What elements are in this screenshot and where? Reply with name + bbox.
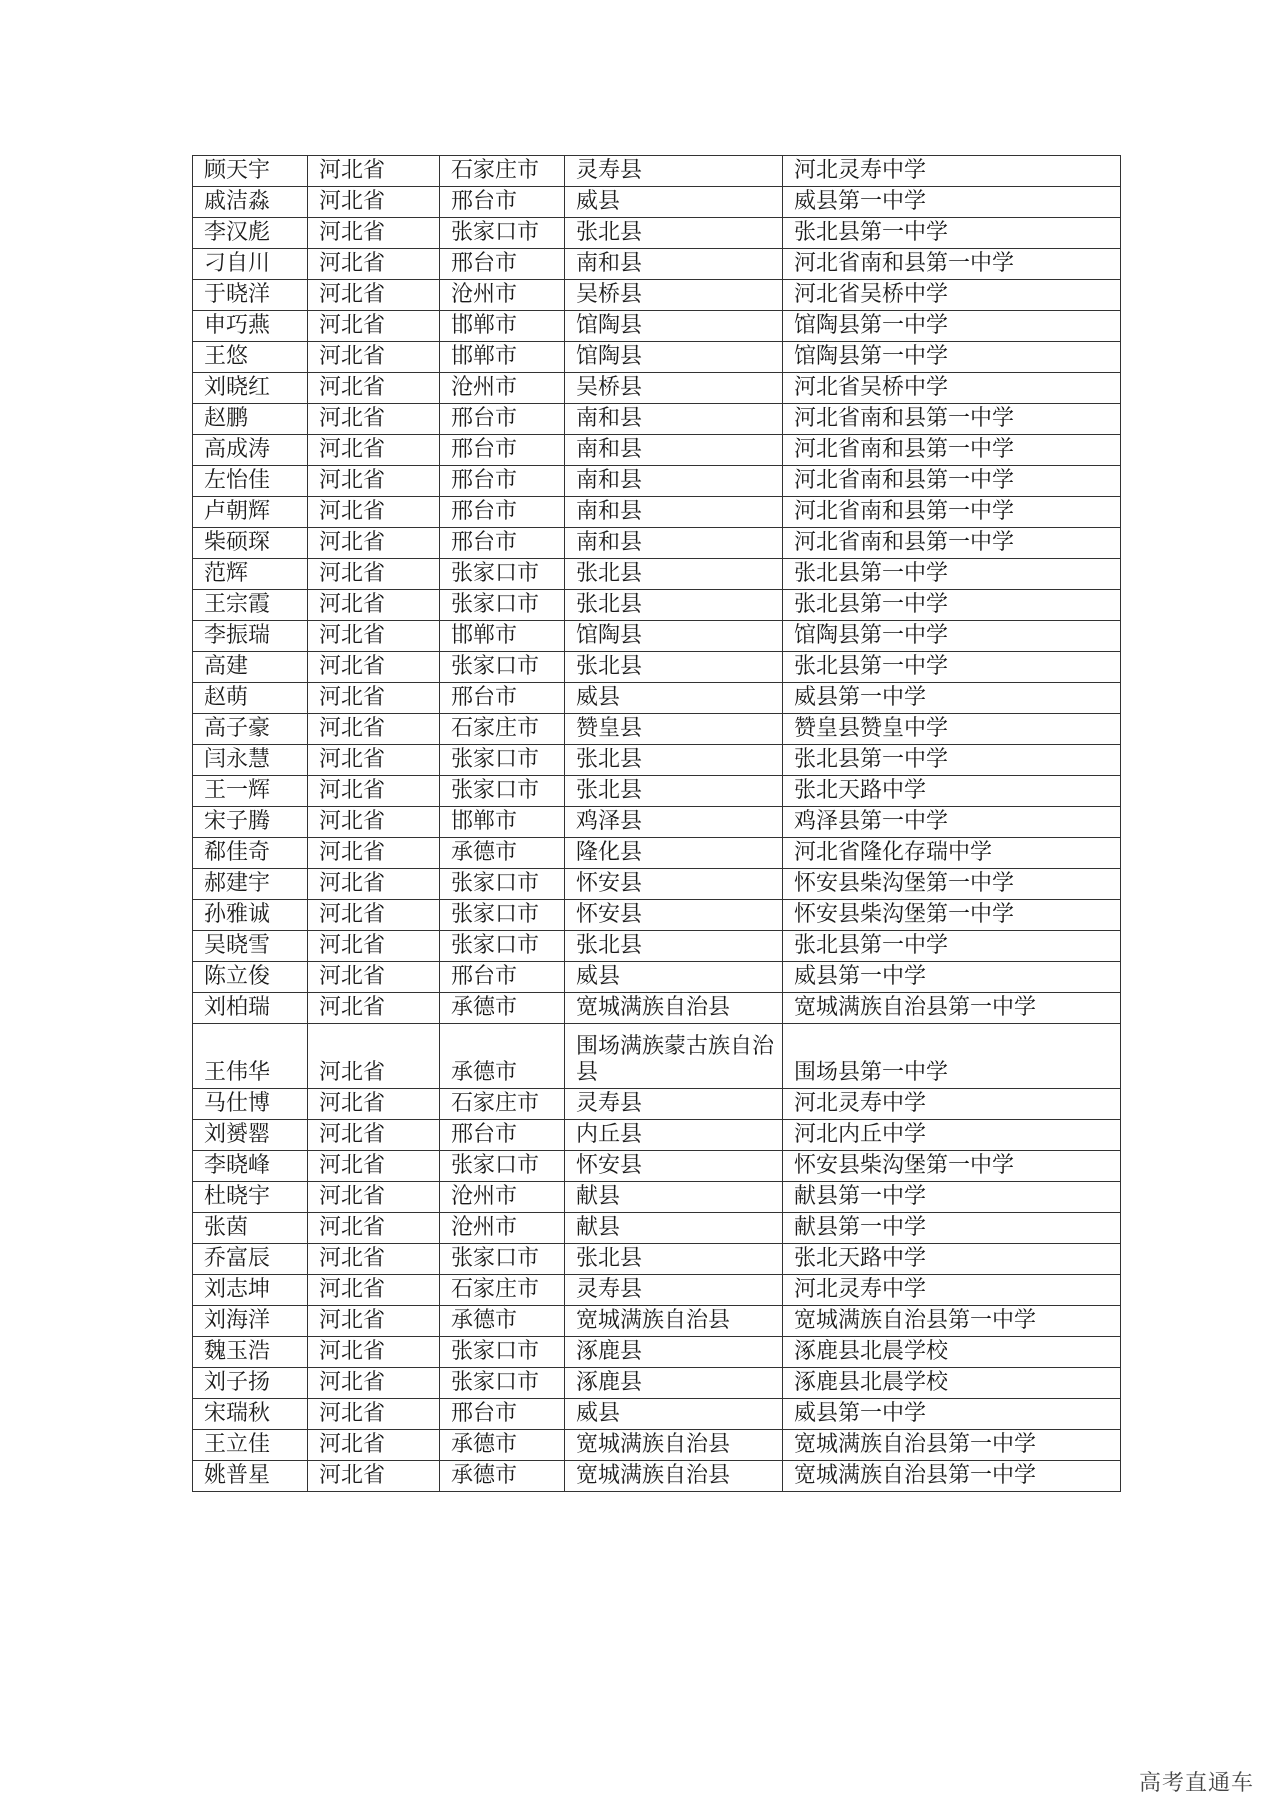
student-name-cell: 乔富辰 <box>193 1244 308 1275</box>
table-row <box>193 931 1121 962</box>
county-cell: 吴桥县 <box>565 280 783 311</box>
city-cell: 邢台市 <box>440 497 565 528</box>
student-name-cell: 姚普星 <box>193 1461 308 1492</box>
city-cell: 沧州市 <box>440 1213 565 1244</box>
student-name-cell: 王一辉 <box>193 776 308 807</box>
province-cell: 河北省 <box>308 590 440 621</box>
school-cell: 河北灵寿中学 <box>783 1089 1121 1120</box>
county-cell: 威县 <box>565 683 783 714</box>
city-cell: 邢台市 <box>440 249 565 280</box>
province-cell: 河北省 <box>308 1182 440 1213</box>
province-cell: 河北省 <box>308 714 440 745</box>
county-cell: 张北县 <box>565 559 783 590</box>
student-name-cell: 郝建宇 <box>193 869 308 900</box>
province-cell: 河北省 <box>308 1368 440 1399</box>
province-cell: 河北省 <box>308 1244 440 1275</box>
city-cell: 承德市 <box>440 1024 565 1089</box>
city-cell: 张家口市 <box>440 1244 565 1275</box>
student-name-cell: 戚洁淼 <box>193 187 308 218</box>
province-cell: 河北省 <box>308 1430 440 1461</box>
city-cell: 承德市 <box>440 1306 565 1337</box>
county-cell: 赞皇县 <box>565 714 783 745</box>
school-cell: 河北省吴桥中学 <box>783 373 1121 404</box>
student-name-cell: 王宗霞 <box>193 590 308 621</box>
school-cell: 张北县第一中学 <box>783 745 1121 776</box>
county-cell: 南和县 <box>565 528 783 559</box>
city-cell: 石家庄市 <box>440 1089 565 1120</box>
province-cell: 河北省 <box>308 466 440 497</box>
county-cell: 鸡泽县 <box>565 807 783 838</box>
school-cell: 河北省南和县第一中学 <box>783 497 1121 528</box>
county-cell: 张北县 <box>565 745 783 776</box>
city-cell: 石家庄市 <box>440 1275 565 1306</box>
student-name-cell: 郗佳奇 <box>193 838 308 869</box>
province-cell: 河北省 <box>308 962 440 993</box>
table-row <box>193 156 1121 187</box>
county-cell: 宽城满族自治县 <box>565 1461 783 1492</box>
county-cell: 围场满族蒙古族自治县 <box>565 1024 783 1089</box>
school-cell: 馆陶县第一中学 <box>783 342 1121 373</box>
city-cell: 石家庄市 <box>440 714 565 745</box>
student-name-cell: 李晓峰 <box>193 1151 308 1182</box>
table-row <box>193 838 1121 869</box>
city-cell: 石家庄市 <box>440 156 565 187</box>
school-cell: 河北省南和县第一中学 <box>783 249 1121 280</box>
province-cell: 河北省 <box>308 838 440 869</box>
table-row <box>193 652 1121 683</box>
province-cell: 河北省 <box>308 745 440 776</box>
county-cell: 南和县 <box>565 435 783 466</box>
school-cell: 河北省南和县第一中学 <box>783 435 1121 466</box>
city-cell: 张家口市 <box>440 1151 565 1182</box>
city-cell: 邯郸市 <box>440 311 565 342</box>
school-cell: 河北省南和县第一中学 <box>783 466 1121 497</box>
province-cell: 河北省 <box>308 1337 440 1368</box>
province-cell: 河北省 <box>308 993 440 1024</box>
student-name-cell: 赵鹏 <box>193 404 308 435</box>
school-cell: 宽城满族自治县第一中学 <box>783 1306 1121 1337</box>
table-row <box>193 1213 1121 1244</box>
school-cell: 河北灵寿中学 <box>783 156 1121 187</box>
student-name-cell: 闫永慧 <box>193 745 308 776</box>
county-cell: 张北县 <box>565 590 783 621</box>
school-cell: 张北县第一中学 <box>783 559 1121 590</box>
province-cell: 河北省 <box>308 869 440 900</box>
province-cell: 河北省 <box>308 435 440 466</box>
student-name-cell: 王伟华 <box>193 1024 308 1089</box>
province-cell: 河北省 <box>308 373 440 404</box>
school-cell: 宽城满族自治县第一中学 <box>783 993 1121 1024</box>
city-cell: 张家口市 <box>440 776 565 807</box>
table-row <box>193 218 1121 249</box>
school-cell: 怀安县柴沟堡第一中学 <box>783 900 1121 931</box>
school-cell: 赞皇县赞皇中学 <box>783 714 1121 745</box>
county-cell: 隆化县 <box>565 838 783 869</box>
county-cell: 怀安县 <box>565 900 783 931</box>
county-cell: 南和县 <box>565 497 783 528</box>
school-cell: 张北县第一中学 <box>783 218 1121 249</box>
province-cell: 河北省 <box>308 1461 440 1492</box>
city-cell: 邢台市 <box>440 466 565 497</box>
province-cell: 河北省 <box>308 1399 440 1430</box>
school-cell: 威县第一中学 <box>783 683 1121 714</box>
school-cell: 河北省吴桥中学 <box>783 280 1121 311</box>
roster-body <box>193 156 1121 1492</box>
school-cell: 威县第一中学 <box>783 962 1121 993</box>
school-cell: 河北内丘中学 <box>783 1120 1121 1151</box>
city-cell: 承德市 <box>440 993 565 1024</box>
province-cell: 河北省 <box>308 931 440 962</box>
province-cell: 河北省 <box>308 218 440 249</box>
student-roster-table <box>192 155 1121 1492</box>
school-cell: 威县第一中学 <box>783 187 1121 218</box>
city-cell: 邯郸市 <box>440 807 565 838</box>
student-name-cell: 王悠 <box>193 342 308 373</box>
student-name-cell: 刘志坤 <box>193 1275 308 1306</box>
city-cell: 邢台市 <box>440 404 565 435</box>
student-name-cell: 王立佳 <box>193 1430 308 1461</box>
table-row <box>193 342 1121 373</box>
county-cell: 怀安县 <box>565 1151 783 1182</box>
county-cell: 涿鹿县 <box>565 1337 783 1368</box>
city-cell: 承德市 <box>440 1461 565 1492</box>
county-cell: 宽城满族自治县 <box>565 1306 783 1337</box>
city-cell: 张家口市 <box>440 652 565 683</box>
school-cell: 涿鹿县北晨学校 <box>783 1337 1121 1368</box>
watermark-text: 高考直通车 <box>1138 1771 1254 1796</box>
province-cell: 河北省 <box>308 404 440 435</box>
county-cell: 献县 <box>565 1213 783 1244</box>
province-cell: 河北省 <box>308 1024 440 1089</box>
student-name-cell: 柴硕琛 <box>193 528 308 559</box>
table-row <box>193 559 1121 590</box>
county-cell: 威县 <box>565 1399 783 1430</box>
student-name-cell: 左怡佳 <box>193 466 308 497</box>
province-cell: 河北省 <box>308 1151 440 1182</box>
county-cell: 吴桥县 <box>565 373 783 404</box>
student-name-cell: 杜晓宇 <box>193 1182 308 1213</box>
province-cell: 河北省 <box>308 1275 440 1306</box>
county-cell: 宽城满族自治县 <box>565 1430 783 1461</box>
city-cell: 沧州市 <box>440 373 565 404</box>
student-name-cell: 赵萌 <box>193 683 308 714</box>
table-row <box>193 1430 1121 1461</box>
school-cell: 威县第一中学 <box>783 1399 1121 1430</box>
county-cell: 张北县 <box>565 652 783 683</box>
province-cell: 河北省 <box>308 497 440 528</box>
province-cell: 河北省 <box>308 683 440 714</box>
table-row <box>193 311 1121 342</box>
student-name-cell: 李振瑞 <box>193 621 308 652</box>
school-cell: 河北省隆化存瑞中学 <box>783 838 1121 869</box>
county-cell: 馆陶县 <box>565 311 783 342</box>
table-row <box>193 1024 1121 1089</box>
province-cell: 河北省 <box>308 1306 440 1337</box>
city-cell: 沧州市 <box>440 280 565 311</box>
table-row <box>193 993 1121 1024</box>
table-row <box>193 1399 1121 1430</box>
table-row <box>193 466 1121 497</box>
county-cell: 张北县 <box>565 218 783 249</box>
table-row <box>193 1120 1121 1151</box>
table-row <box>193 404 1121 435</box>
table-row <box>193 900 1121 931</box>
table-row <box>193 1182 1121 1213</box>
student-name-cell: 顾天宇 <box>193 156 308 187</box>
table-row <box>193 1306 1121 1337</box>
student-name-cell: 高成涛 <box>193 435 308 466</box>
county-cell: 涿鹿县 <box>565 1368 783 1399</box>
city-cell: 承德市 <box>440 838 565 869</box>
table-row <box>193 776 1121 807</box>
province-cell: 河北省 <box>308 1213 440 1244</box>
student-name-cell: 卢朝辉 <box>193 497 308 528</box>
province-cell: 河北省 <box>308 1089 440 1120</box>
province-cell: 河北省 <box>308 900 440 931</box>
city-cell: 邢台市 <box>440 528 565 559</box>
student-name-cell: 刘子扬 <box>193 1368 308 1399</box>
city-cell: 张家口市 <box>440 1368 565 1399</box>
city-cell: 沧州市 <box>440 1182 565 1213</box>
table-row <box>193 590 1121 621</box>
school-cell: 涿鹿县北晨学校 <box>783 1368 1121 1399</box>
province-cell: 河北省 <box>308 342 440 373</box>
student-name-cell: 孙雅诚 <box>193 900 308 931</box>
province-cell: 河北省 <box>308 652 440 683</box>
county-cell: 宽城满族自治县 <box>565 993 783 1024</box>
table-row <box>193 1244 1121 1275</box>
student-name-cell: 陈立俊 <box>193 962 308 993</box>
county-cell: 灵寿县 <box>565 1089 783 1120</box>
table-row <box>193 683 1121 714</box>
province-cell: 河北省 <box>308 1120 440 1151</box>
student-name-cell: 张茵 <box>193 1213 308 1244</box>
county-cell: 张北县 <box>565 1244 783 1275</box>
student-name-cell: 刘赟罂 <box>193 1120 308 1151</box>
table-row <box>193 1151 1121 1182</box>
province-cell: 河北省 <box>308 280 440 311</box>
school-cell: 张北县第一中学 <box>783 590 1121 621</box>
table-row <box>193 807 1121 838</box>
school-cell: 怀安县柴沟堡第一中学 <box>783 1151 1121 1182</box>
city-cell: 邢台市 <box>440 187 565 218</box>
school-cell: 河北省南和县第一中学 <box>783 404 1121 435</box>
city-cell: 张家口市 <box>440 900 565 931</box>
county-cell: 献县 <box>565 1182 783 1213</box>
city-cell: 邯郸市 <box>440 621 565 652</box>
city-cell: 邢台市 <box>440 1120 565 1151</box>
county-cell: 馆陶县 <box>565 621 783 652</box>
county-cell: 威县 <box>565 962 783 993</box>
table-row <box>193 962 1121 993</box>
county-cell: 南和县 <box>565 466 783 497</box>
student-name-cell: 刘柏瑞 <box>193 993 308 1024</box>
table-row <box>193 435 1121 466</box>
city-cell: 张家口市 <box>440 559 565 590</box>
table-row <box>193 1368 1121 1399</box>
table-row <box>193 187 1121 218</box>
city-cell: 邢台市 <box>440 1399 565 1430</box>
table-row <box>193 373 1121 404</box>
student-name-cell: 高子豪 <box>193 714 308 745</box>
province-cell: 河北省 <box>308 156 440 187</box>
province-cell: 河北省 <box>308 249 440 280</box>
school-cell: 围场县第一中学 <box>783 1024 1121 1089</box>
city-cell: 承德市 <box>440 1430 565 1461</box>
table-row <box>193 714 1121 745</box>
student-name-cell: 于晓洋 <box>193 280 308 311</box>
city-cell: 张家口市 <box>440 869 565 900</box>
county-cell: 内丘县 <box>565 1120 783 1151</box>
county-cell: 灵寿县 <box>565 1275 783 1306</box>
table-row <box>193 497 1121 528</box>
table-row <box>193 1275 1121 1306</box>
province-cell: 河北省 <box>308 807 440 838</box>
county-cell: 张北县 <box>565 931 783 962</box>
school-cell: 河北灵寿中学 <box>783 1275 1121 1306</box>
city-cell: 张家口市 <box>440 218 565 249</box>
school-cell: 张北天路中学 <box>783 1244 1121 1275</box>
city-cell: 邢台市 <box>440 683 565 714</box>
student-name-cell: 马仕博 <box>193 1089 308 1120</box>
student-name-cell: 刘海洋 <box>193 1306 308 1337</box>
province-cell: 河北省 <box>308 187 440 218</box>
table-row <box>193 528 1121 559</box>
county-cell: 怀安县 <box>565 869 783 900</box>
city-cell: 张家口市 <box>440 590 565 621</box>
school-cell: 怀安县柴沟堡第一中学 <box>783 869 1121 900</box>
county-cell: 威县 <box>565 187 783 218</box>
province-cell: 河北省 <box>308 559 440 590</box>
table-row <box>193 1461 1121 1492</box>
school-cell: 张北天路中学 <box>783 776 1121 807</box>
city-cell: 邢台市 <box>440 962 565 993</box>
province-cell: 河北省 <box>308 776 440 807</box>
student-name-cell: 吴晓雪 <box>193 931 308 962</box>
city-cell: 张家口市 <box>440 1337 565 1368</box>
table-row <box>193 249 1121 280</box>
school-cell: 馆陶县第一中学 <box>783 621 1121 652</box>
city-cell: 邢台市 <box>440 435 565 466</box>
student-name-cell: 魏玉浩 <box>193 1337 308 1368</box>
school-cell: 宽城满族自治县第一中学 <box>783 1430 1121 1461</box>
province-cell: 河北省 <box>308 311 440 342</box>
city-cell: 张家口市 <box>440 745 565 776</box>
county-cell: 灵寿县 <box>565 156 783 187</box>
school-cell: 鸡泽县第一中学 <box>783 807 1121 838</box>
school-cell: 张北县第一中学 <box>783 931 1121 962</box>
student-name-cell: 宋瑞秋 <box>193 1399 308 1430</box>
school-cell: 献县第一中学 <box>783 1182 1121 1213</box>
student-name-cell: 高建 <box>193 652 308 683</box>
table-row <box>193 1337 1121 1368</box>
student-name-cell: 李汉彪 <box>193 218 308 249</box>
student-name-cell: 申巧燕 <box>193 311 308 342</box>
province-cell: 河北省 <box>308 528 440 559</box>
county-cell: 南和县 <box>565 249 783 280</box>
school-cell: 献县第一中学 <box>783 1213 1121 1244</box>
table-row <box>193 621 1121 652</box>
city-cell: 张家口市 <box>440 931 565 962</box>
student-name-cell: 刘晓红 <box>193 373 308 404</box>
county-cell: 张北县 <box>565 776 783 807</box>
county-cell: 南和县 <box>565 404 783 435</box>
county-cell: 馆陶县 <box>565 342 783 373</box>
table-row <box>193 280 1121 311</box>
city-cell: 邯郸市 <box>440 342 565 373</box>
student-name-cell: 宋子腾 <box>193 807 308 838</box>
student-name-cell: 刁自川 <box>193 249 308 280</box>
table-row <box>193 1089 1121 1120</box>
table-row <box>193 745 1121 776</box>
school-cell: 馆陶县第一中学 <box>783 311 1121 342</box>
province-cell: 河北省 <box>308 621 440 652</box>
school-cell: 宽城满族自治县第一中学 <box>783 1461 1121 1492</box>
table-row <box>193 869 1121 900</box>
school-cell: 河北省南和县第一中学 <box>783 528 1121 559</box>
school-cell: 张北县第一中学 <box>783 652 1121 683</box>
student-name-cell: 范辉 <box>193 559 308 590</box>
